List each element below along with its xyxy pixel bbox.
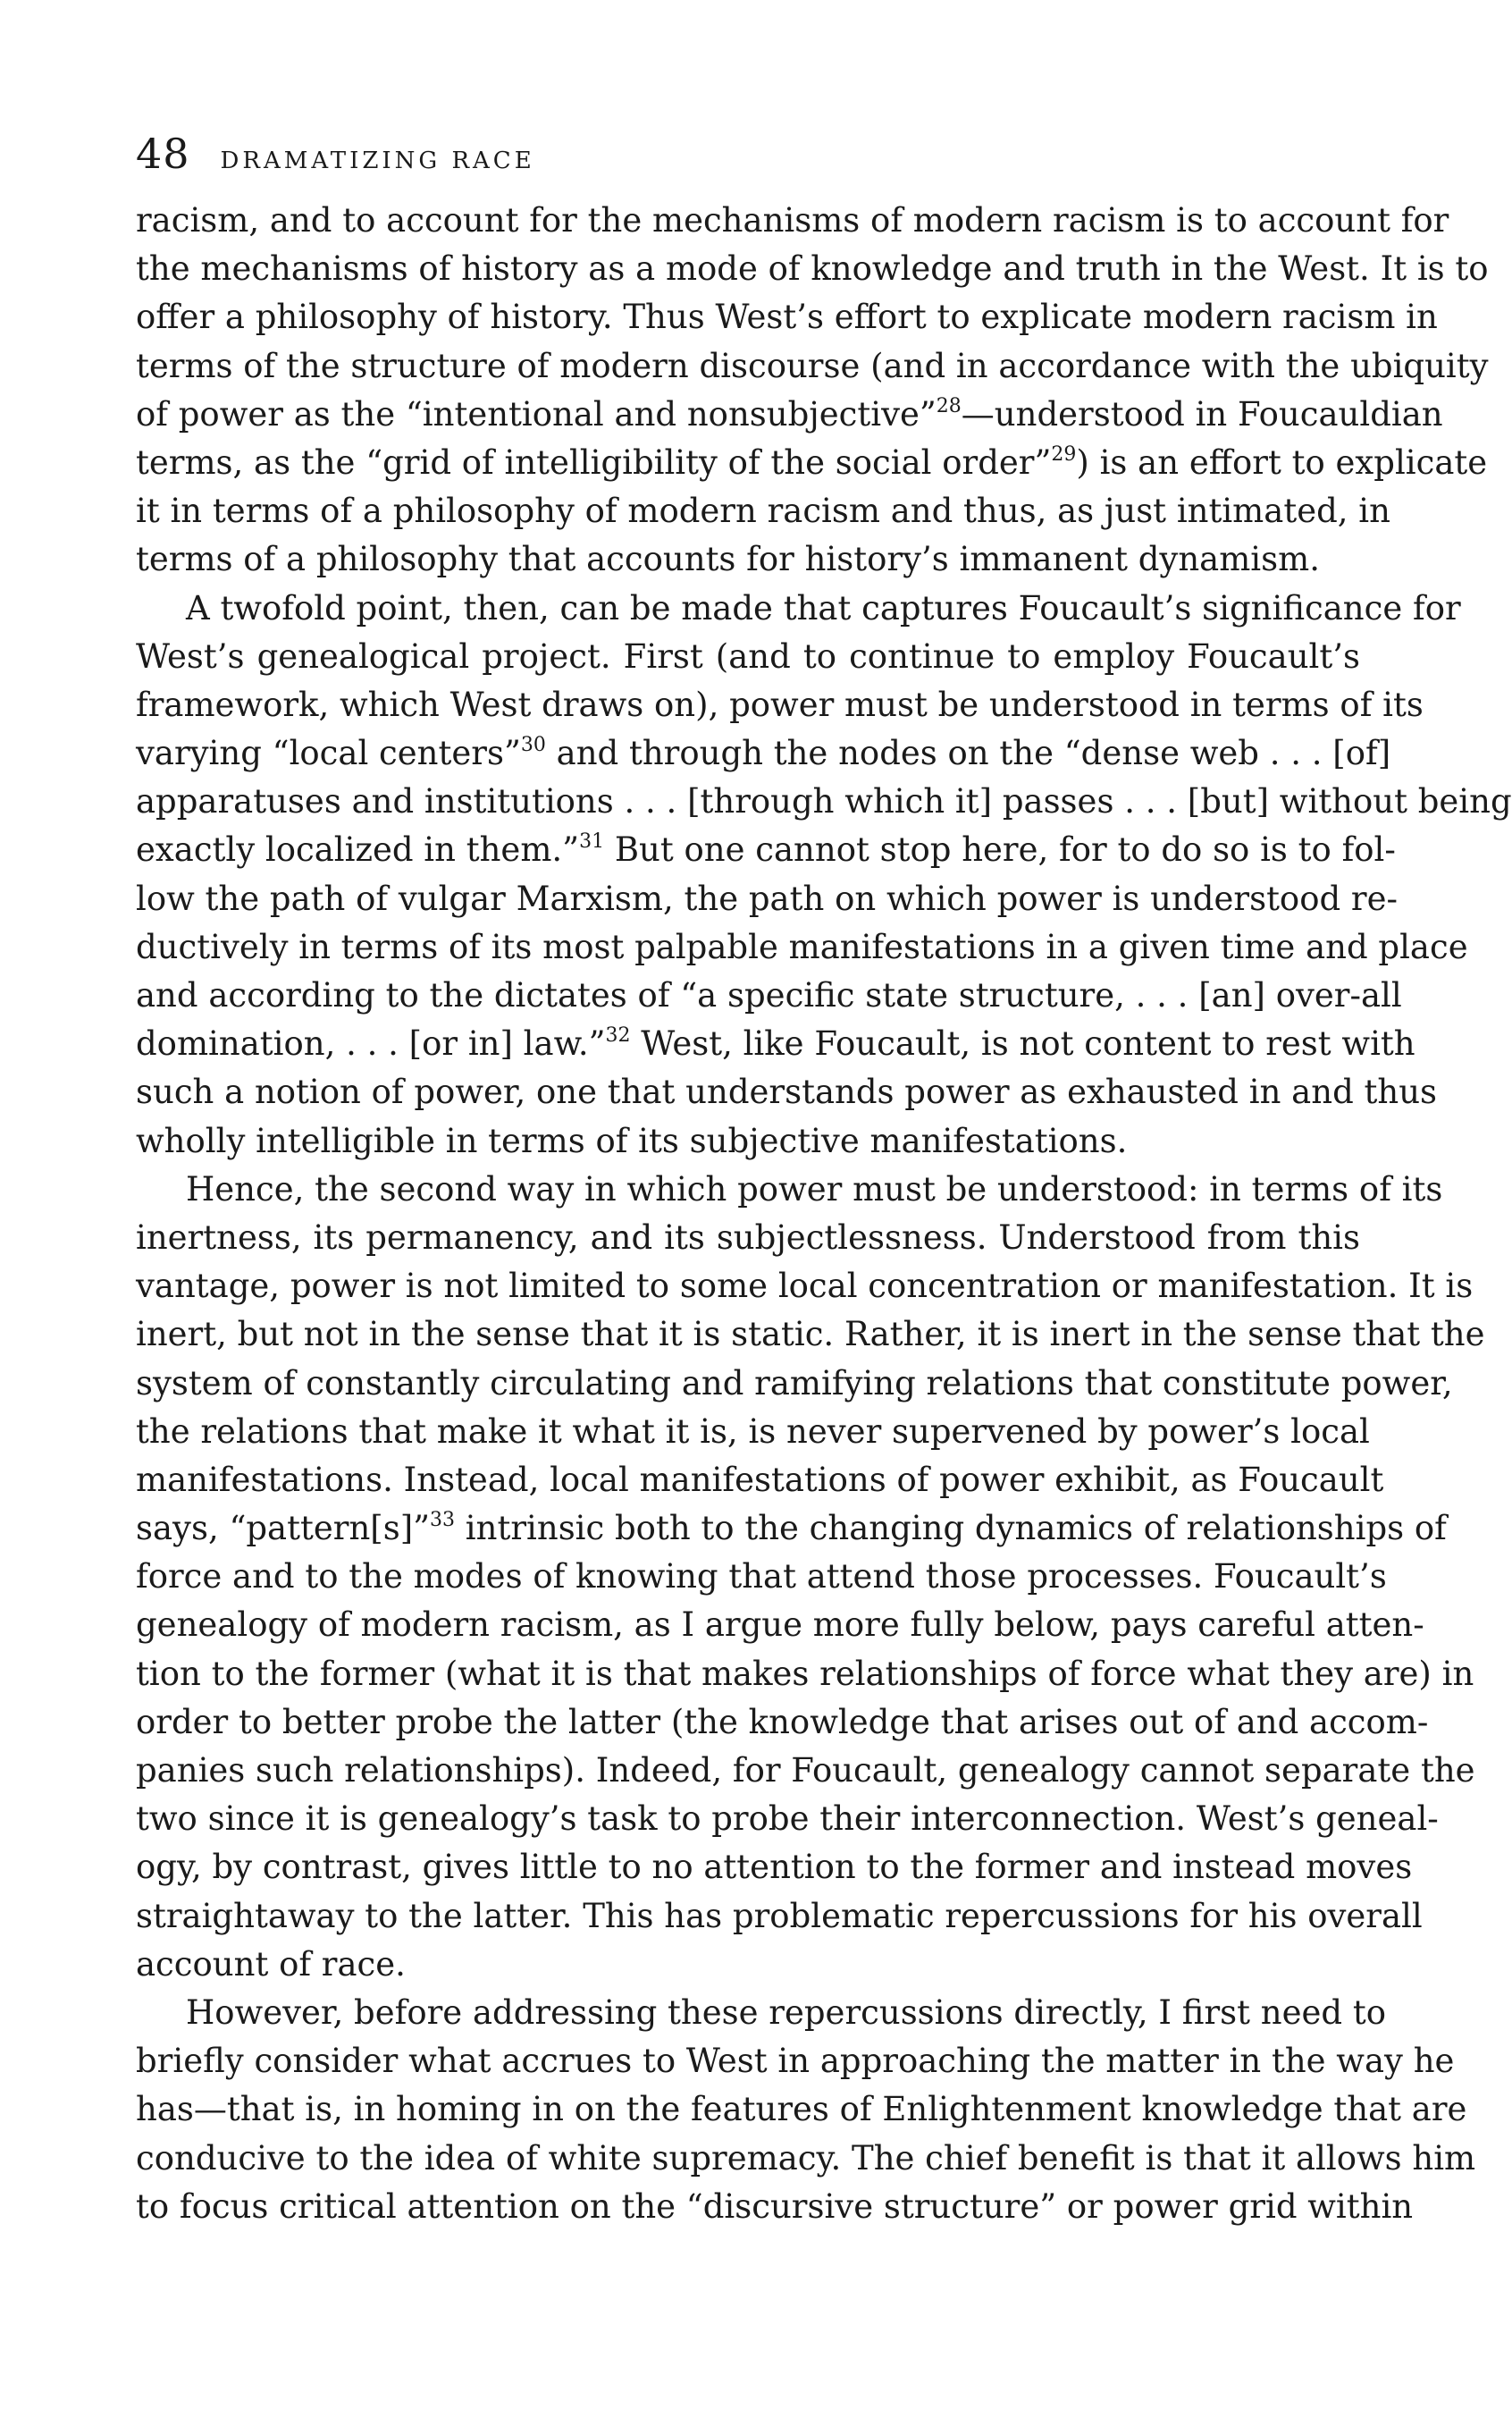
text-line	[136, 1650, 1474, 1698]
body-text	[136, 197, 1512, 2231]
text-line	[136, 1310, 1485, 1359]
line-text: vantage, power is not limited to some local concentration or manifestation. It is	[136, 1267, 1474, 1306]
text-line	[136, 1020, 1415, 1068]
running-head	[136, 130, 535, 183]
line-text: of power as the “intentional and nonsubjective”	[136, 394, 937, 434]
line-text: varying “local centers”	[136, 734, 521, 773]
text-line	[136, 1747, 1475, 1795]
line-text: offer a philosophy of history. Thus West’s effort to explicate modern racism in	[136, 298, 1438, 337]
text-line	[136, 1360, 1453, 1408]
footnote-ref: 28	[936, 394, 962, 417]
text-line	[136, 1941, 1360, 1989]
text-line	[136, 1456, 1384, 1504]
line-text: manifestations. Instead, local manifestations of power exhibit, as Foucault	[136, 1460, 1384, 1499]
text-line	[136, 391, 1443, 439]
text-line	[136, 1408, 1370, 1456]
line-text: system of constantly circulating and ramifying relations that constitute power,	[136, 1363, 1453, 1403]
text-line	[136, 1553, 1387, 1601]
line-text: the relations that make it what it is, is never supervened by power’s local	[136, 1411, 1370, 1451]
line-text-continued: But one cannot stop here, for to do so is to fol-	[604, 830, 1396, 870]
line-text: to focus critical attention on the “discursive structure” or power grid within	[136, 2186, 1414, 2226]
text-line	[136, 633, 1360, 681]
text-line	[136, 1504, 1447, 1553]
text-line	[136, 342, 1489, 391]
line-text: low the path of vulgar Marxism, the path on which power is understood re-	[136, 879, 1399, 918]
footnote-ref: 31	[579, 830, 605, 854]
text-line	[136, 2037, 1455, 2085]
line-text: A twofold point, then, can be made that captures Foucault’s significance for	[186, 588, 1461, 628]
text-line	[136, 293, 1438, 341]
footnote-ref: 29	[1051, 442, 1077, 466]
line-text: domination, . . . [or in] law.”	[136, 1024, 606, 1064]
line-text-continued: West, like Foucault, is not content to rest with	[630, 1024, 1415, 1064]
footnote-ref: 32	[605, 1024, 631, 1048]
line-text-continued: intrinsic both to the changing dynamics of relationships of	[455, 1509, 1447, 1548]
text-line	[136, 826, 1396, 874]
text-line	[136, 778, 1512, 826]
text-line	[136, 1989, 1386, 2037]
line-text: wholly intelligible in terms of its subjective manifestations.	[136, 1121, 1128, 1160]
line-text: terms of the structure of modern discourse (and in accordance with the ubiquity	[136, 346, 1489, 385]
line-text: it in terms of a philosophy of modern racism and thus, as just intimated, in	[136, 492, 1390, 531]
line-text: racism, and to account for the mechanisms of modern racism is to account for	[136, 201, 1449, 240]
footnote-ref: 33	[430, 1509, 456, 1532]
line-text: inertness, its permanency, and its subjectlessness. Understood from this	[136, 1217, 1360, 1257]
line-text: exactly localized in them.”	[136, 830, 580, 870]
running-title: DRAMATIZING RACE	[220, 147, 535, 174]
line-text-continued: and through the nodes on the “dense web . . . [of]	[545, 734, 1391, 773]
line-text: inert, but not in the sense that it is static. Rather, it is inert in the sense that the	[136, 1315, 1485, 1354]
line-text: terms, as the “grid of intelligibility of the social order”	[136, 442, 1052, 482]
text-line	[136, 2085, 1467, 2134]
line-text: says, “pattern[s]”	[136, 1509, 431, 1548]
line-text: force and to the modes of knowing that attend those processes. Foucault’s	[136, 1557, 1387, 1596]
text-line	[136, 972, 1402, 1020]
text-line	[136, 1892, 1423, 1941]
line-text-continued: —understood in Foucauldian	[961, 394, 1443, 434]
text-line	[136, 1843, 1413, 1891]
line-text: such a notion of power, one that understands power as exhausted in and thus	[136, 1073, 1438, 1112]
line-text: terms of a philosophy that accounts for history’s immanent dynamism.	[136, 540, 1320, 579]
text-line	[136, 487, 1390, 535]
line-text-continued: ) is an effort to explicate	[1076, 442, 1488, 482]
text-line	[136, 535, 1360, 584]
text-line	[136, 729, 1391, 778]
line-text: tion to the former (what it is that makes relationships of force what they are) in	[136, 1654, 1474, 1693]
text-line	[136, 439, 1488, 487]
line-text: conducive to the idea of white supremacy. The chief benefit is that it allows him	[136, 2138, 1476, 2178]
footnote-ref: 30	[520, 734, 546, 757]
text-line	[136, 1166, 1443, 1214]
text-line	[136, 245, 1489, 293]
text-line	[136, 1068, 1438, 1116]
line-text: genealogy of modern racism, as I argue more fully below, pays careful atten-	[136, 1605, 1424, 1645]
text-line	[136, 1262, 1474, 1310]
line-text: ductively in terms of its most palpable manifestations in a given time and place	[136, 927, 1468, 966]
line-text: Hence, the second way in which power must be understood: in terms of its	[186, 1169, 1443, 1209]
line-text: However, before addressing these repercussions directly, I first need to	[186, 1992, 1386, 2032]
line-text: panies such relationships). Indeed, for Foucault, genealogy cannot separate the	[136, 1751, 1475, 1790]
text-line	[136, 1214, 1360, 1262]
text-line	[136, 681, 1424, 729]
text-line	[136, 2183, 1414, 2231]
text-line	[136, 1601, 1424, 1649]
line-text: apparatuses and institutions . . . [through which it] passes . . . [but] without being	[136, 782, 1512, 821]
line-text: briefly consider what accrues to West in approaching the matter in the way he	[136, 2042, 1455, 2081]
text-line	[136, 2135, 1476, 2183]
text-line	[136, 875, 1399, 923]
text-line	[136, 197, 1449, 245]
line-text: framework, which West draws on), power must be understood in terms of its	[136, 685, 1424, 724]
text-line	[136, 1795, 1439, 1843]
line-text: account of race.	[136, 1944, 406, 1984]
page-number: 48	[136, 130, 190, 178]
line-text: order to better probe the latter (the knowledge that arises out of and accom-	[136, 1702, 1429, 1741]
text-line	[136, 1698, 1429, 1747]
line-text: the mechanisms of history as a mode of knowledge and truth in the West. It is to	[136, 249, 1489, 289]
line-text: two since it is genealogy’s task to probe their interconnection. West’s geneal-	[136, 1799, 1439, 1839]
line-text: and according to the dictates of “a specific state structure, . . . [an] over-all	[136, 976, 1402, 1015]
line-text: ogy, by contrast, gives little to no attention to the former and instead moves	[136, 1848, 1413, 1887]
text-line	[136, 1117, 1360, 1166]
line-text: straightaway to the latter. This has problematic repercussions for his overall	[136, 1896, 1423, 1935]
line-text: has—that is, in homing in on the features of Enlightenment knowledge that are	[136, 2090, 1467, 2129]
text-line	[136, 585, 1461, 633]
line-text: West’s genealogical project. First (and to continue to employ Foucault’s	[136, 636, 1360, 676]
text-line	[136, 923, 1468, 972]
